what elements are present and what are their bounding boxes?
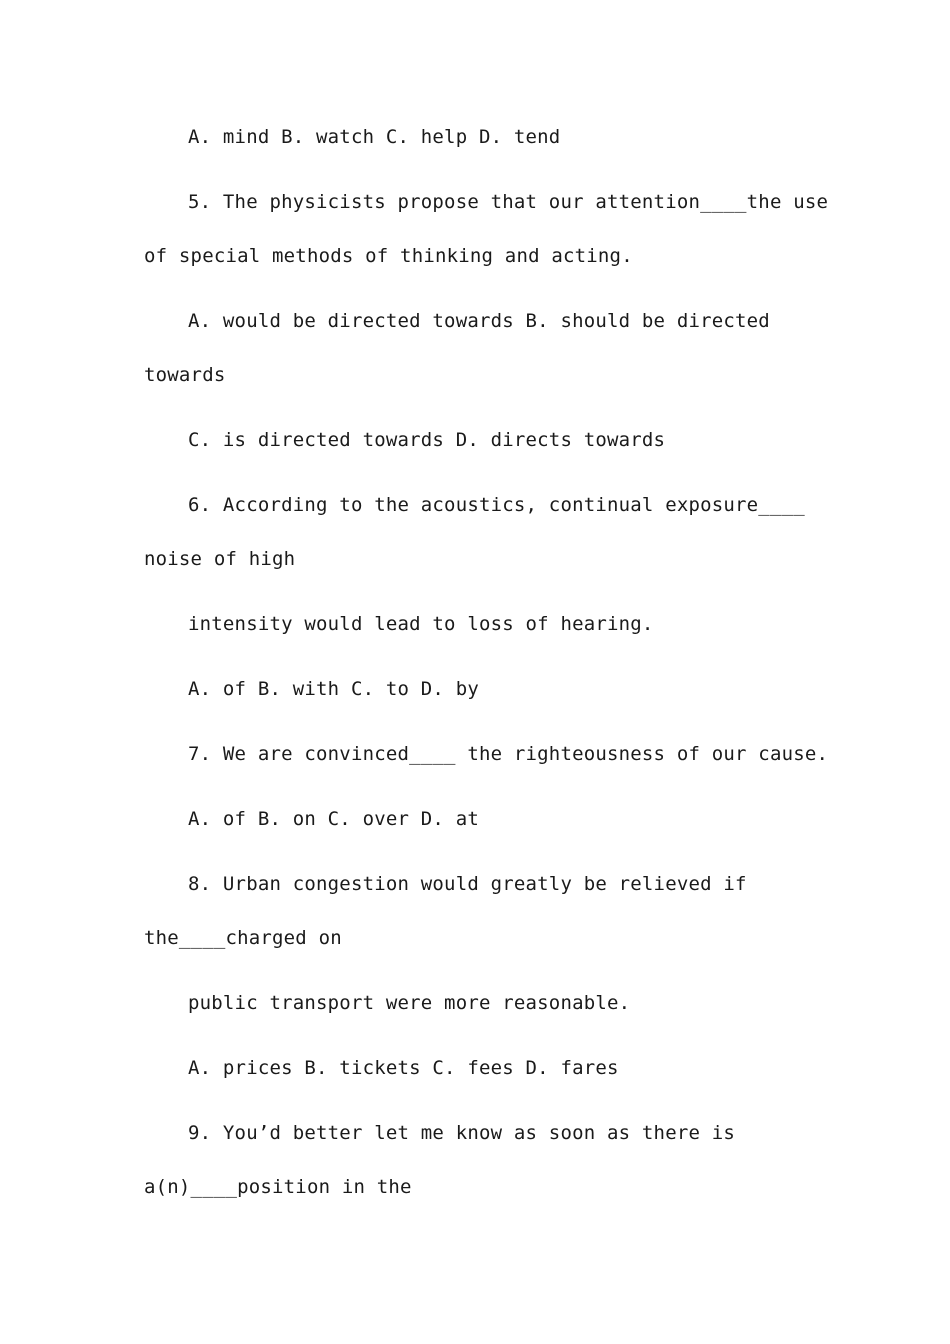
q5-options-line-1: A. would be directed towards B. should be directed <box>188 310 770 332</box>
q6-stem-line-1: 6. According to the acoustics, continual exposure____ <box>188 494 805 516</box>
q8-stem-line-1: 8. Urban congestion would greatly be relieved if <box>188 873 747 895</box>
q8-stem-line-2: the____charged on <box>144 927 342 949</box>
q7-options: A. of B. on C. over D. at <box>188 808 479 830</box>
q5-stem-line-1: 5. The physicists propose that our attention____the use <box>188 191 829 213</box>
q8-stem-line-3: public transport were more reasonable. <box>188 992 631 1014</box>
q8-options: A. prices B. tickets C. fees D. fares <box>188 1057 619 1079</box>
q5-options-line-3: C. is directed towards D. directs towards <box>188 429 666 451</box>
q6-options: A. of B. with C. to D. by <box>188 678 479 700</box>
q7-stem: 7. We are convinced____ the righteousness of our cause. <box>188 743 829 765</box>
q5-options-line-2: towards <box>144 364 226 386</box>
q6-stem-line-2: noise of high <box>144 548 296 570</box>
q6-stem-line-3: intensity would lead to loss of hearing. <box>188 613 654 635</box>
q9-stem-line-2: a(n)____position in the <box>144 1176 412 1198</box>
q9-stem-line-1: 9. You’d better let me know as soon as there is <box>188 1122 736 1144</box>
q5-stem-line-2: of special methods of thinking and acting. <box>144 245 633 267</box>
q4-options: A. mind B. watch C. help D. tend <box>188 126 561 148</box>
